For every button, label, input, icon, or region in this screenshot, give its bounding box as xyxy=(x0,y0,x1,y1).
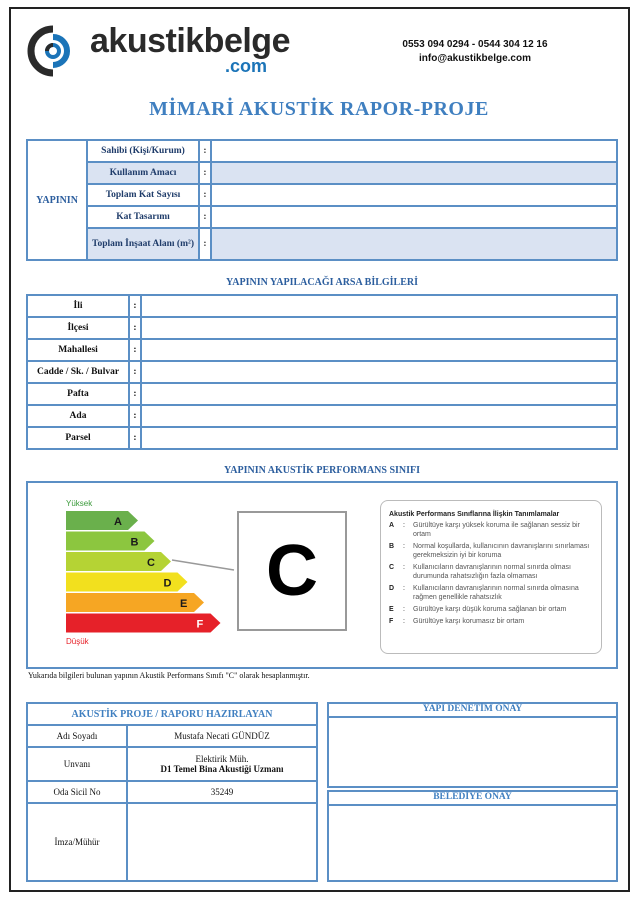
building-floors-value[interactable] xyxy=(211,184,617,206)
preparer-table xyxy=(26,702,318,882)
land-map-sheet-label: Pafta xyxy=(27,383,129,405)
logo-suffix: .com xyxy=(225,56,268,76)
grade-bar-label: D xyxy=(163,577,172,590)
grade-bar-label: E xyxy=(180,598,188,610)
performance-note: Yukarıda bilgileri bulunan yapının Akustik Performans Sınıfı "C" olarak hesaplanmıştır. xyxy=(28,671,310,680)
preparer-sign-label: İmza/Mühür xyxy=(27,803,127,881)
building-owner-label: Sahibi (Kişi/Kurum) xyxy=(87,140,199,162)
grade-bar-label: B xyxy=(130,536,139,549)
contact-info xyxy=(360,38,590,66)
land-parcel-label: Parsel xyxy=(27,427,129,449)
building-floor-design-value[interactable] xyxy=(211,206,617,228)
legend-row: A : Gürültüye karşı yüksek koruma ile sağlanan sessiz bir ortam xyxy=(389,522,580,538)
grade-bar-label: C xyxy=(147,557,155,569)
legend-row: F : Gürültüye karşı korumasız bir ortam xyxy=(389,618,525,625)
land-neighborhood-value[interactable] xyxy=(141,339,617,361)
building-area-value[interactable] xyxy=(211,228,617,260)
high-label: Yüksek xyxy=(66,499,93,508)
land-block-value[interactable] xyxy=(141,405,617,427)
land-province-value[interactable] xyxy=(141,295,617,317)
municipality-approval-heading: BELEDİYE ONAY xyxy=(329,792,616,806)
building-owner-value[interactable] xyxy=(211,140,617,162)
land-district-value[interactable] xyxy=(141,317,617,339)
land-street-label: Cadde / Sk. / Bulvar xyxy=(27,361,129,383)
municipality-approval-box[interactable] xyxy=(327,790,618,882)
grade-bar-a xyxy=(66,511,138,530)
building-area-label: Toplam İnşaat Alanı (m²) xyxy=(87,228,199,260)
performance-scale xyxy=(62,495,242,650)
building-usage-value[interactable] xyxy=(211,162,617,184)
legend-row: C : Kullanıcıların davranışlarının normal sınırda olması durumunda rahatsızlığın fazla olmaması xyxy=(389,564,571,580)
land-district-label: İlçesi xyxy=(27,317,129,339)
grade-bar-b xyxy=(66,532,155,551)
performance-section-heading: YAPININ AKUSTİK PERFORMANS SINIFI xyxy=(223,465,421,476)
grade-bar-label: F xyxy=(196,618,204,631)
logo-text: akustikbelge xyxy=(90,22,290,60)
land-info-table: İli : İlçesi : Mahallesi : Cadde / Sk. / Bulvar : Pafta : Ada : Parsel : xyxy=(26,294,618,450)
selected-grade-pointer xyxy=(172,560,234,570)
preparer-reg-value[interactable]: 35249 xyxy=(127,781,317,803)
land-street-value[interactable] xyxy=(141,361,617,383)
preparer-name-label: Adı Soyadı xyxy=(27,725,127,747)
building-floor-design-label: Kat Tasarımı xyxy=(87,206,199,228)
land-block-label: Ada xyxy=(27,405,129,427)
selected-grade-box: C xyxy=(237,511,347,631)
legend-title: Akustik Performans Sınıflarına İlişkin Tanımlamalar xyxy=(389,511,560,518)
building-info-table: YAPININ Sahibi (Kişi/Kurum) : Kullanım Amacı : Toplam Kat Sayısı : Kat Tasarımı : Toplam İnşaat Alanı (m²) : xyxy=(26,139,618,261)
page-title: MİMARİ AKUSTİK RAPOR-PROJE xyxy=(149,98,489,120)
preparer-name-value[interactable]: Mustafa Necati GÜNDÜZ xyxy=(127,725,317,747)
grade-bar-c xyxy=(66,552,171,571)
building-usage-label: Kullanım Amacı xyxy=(87,162,199,184)
inspection-approval-heading: YAPI DENETİM ONAY xyxy=(329,704,616,718)
logo-icon xyxy=(27,25,87,77)
building-floors-label: Toplam Kat Sayısı xyxy=(87,184,199,206)
legend-row: E : Gürültüye karşı düşük koruma sağlanan bir ortam xyxy=(389,606,567,613)
building-group-label: YAPININ xyxy=(27,140,87,260)
preparer-sign-area[interactable] xyxy=(127,803,317,881)
land-neighborhood-label: Mahallesi xyxy=(27,339,129,361)
legend-row: D : Kullanıcıların davranışlarının normal sınırda olmasına rağmen genellikle rahatsızlık xyxy=(389,585,579,601)
preparer-title-label: Unvanı xyxy=(27,747,127,781)
preparer-title-value[interactable]: Elektirik Müh. D1 Temel Bina Akustiği Uzmanı xyxy=(127,747,317,781)
grade-definitions-legend xyxy=(380,500,602,654)
email-address: info@akustikbelge.com xyxy=(419,53,531,64)
inspection-approval-box[interactable] xyxy=(327,702,618,788)
land-section-heading: YAPININ YAPILACAĞI ARSA BİLGİLERİ xyxy=(226,277,418,288)
preparer-reg-label: Oda Sicil No xyxy=(27,781,127,803)
land-parcel-value[interactable] xyxy=(141,427,617,449)
phone-number: 0553 094 0294 - 0544 304 12 16 xyxy=(402,39,548,50)
preparer-heading: AKUSTİK PROJE / RAPORU HAZIRLAYAN xyxy=(27,703,317,725)
legend-row: B : Normal koşullarda, kullanıcının davranışlarını sınırlaması gerekmeksizin iyi bir koruma xyxy=(389,543,590,559)
land-province-label: İli xyxy=(27,295,129,317)
low-label: Düşük xyxy=(66,637,89,646)
land-map-sheet-value[interactable] xyxy=(141,383,617,405)
grade-bar-label: A xyxy=(114,516,122,528)
